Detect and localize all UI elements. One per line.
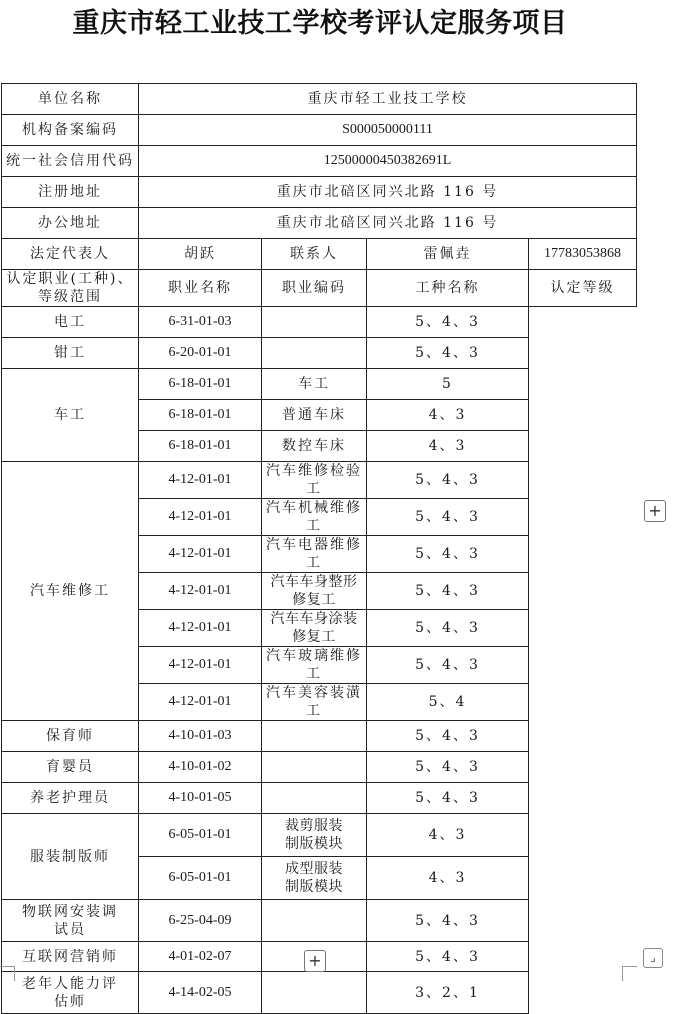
add-row-button[interactable]: + xyxy=(304,950,326,972)
code-cell: 6-20-01-01 xyxy=(139,338,262,369)
code-cell: 4-12-01-01 xyxy=(139,684,262,721)
code-cell: 6-18-01-01 xyxy=(139,369,262,400)
work-type-cell xyxy=(262,972,367,1014)
expand-table-icon[interactable]: ⌟ xyxy=(643,948,663,968)
table-row xyxy=(2,307,637,338)
legal-label: 法定代表人 xyxy=(2,239,139,270)
header-work-type: 工种名称 xyxy=(367,270,529,307)
level-cell: 5、4、3 xyxy=(367,721,529,752)
header-level: 认定等级 xyxy=(529,270,637,307)
code-cell: 6-05-01-01 xyxy=(139,814,262,857)
credit-label: 统一社会信用代码 xyxy=(2,146,139,177)
legal-value: 胡跃 xyxy=(139,239,262,270)
unit-label: 单位名称 xyxy=(2,84,139,115)
occupation-cell: 服装制版师 xyxy=(2,814,139,900)
work-type-cell xyxy=(262,338,367,369)
work-type-cell xyxy=(262,752,367,783)
level-cell: 5、4、3 xyxy=(367,610,529,647)
occupation-cell: 车工 xyxy=(2,369,139,462)
level-cell: 5、4、3 xyxy=(367,942,529,972)
table-row xyxy=(2,721,637,752)
code-cell: 4-14-02-05 xyxy=(139,972,262,1014)
credit-value: 12500000450382691L xyxy=(139,146,637,177)
table-row xyxy=(2,146,637,177)
page-title: 重庆市轻工业技工学校考评认定服务项目 xyxy=(72,8,568,39)
occupation-cell: 互联网营销师 xyxy=(2,942,139,972)
table-row xyxy=(2,783,637,814)
header-occupation: 职业名称 xyxy=(139,270,262,307)
occupation-cell: 老年人能力评 估师 xyxy=(2,972,139,1014)
table-row xyxy=(2,115,637,146)
level-cell: 5、4、3 xyxy=(367,307,529,338)
header-code: 职业编码 xyxy=(262,270,367,307)
work-type-cell: 车工 xyxy=(262,369,367,400)
level-cell: 5、4、3 xyxy=(367,900,529,942)
table-row xyxy=(2,177,637,208)
level-cell: 5、4、3 xyxy=(367,783,529,814)
level-cell: 3、2、1 xyxy=(367,972,529,1014)
level-cell: 5、4、3 xyxy=(367,499,529,536)
add-column-button[interactable]: + xyxy=(644,500,666,522)
work-type-cell xyxy=(262,307,367,338)
work-type-cell: 裁剪服装 制版模块 xyxy=(262,814,367,857)
level-cell: 4、3 xyxy=(367,814,529,857)
table-row xyxy=(2,84,637,115)
level-cell: 5、4 xyxy=(367,684,529,721)
unit-value: 重庆市轻工业技工学校 xyxy=(139,84,637,115)
table-row xyxy=(2,369,637,400)
level-cell: 5、4、3 xyxy=(367,338,529,369)
occupation-cell: 保育师 xyxy=(2,721,139,752)
code-cell: 4-12-01-01 xyxy=(139,610,262,647)
reg-addr-value: 重庆市北碚区同兴北路 116 号 xyxy=(139,177,637,208)
work-type-cell: 汽车玻璃维修工 xyxy=(262,647,367,684)
scope-label: 认定职业(工种)、等级范围 xyxy=(2,270,139,307)
table-row xyxy=(2,270,637,307)
office-addr-value: 重庆市北碚区同兴北路 116 号 xyxy=(139,208,637,239)
office-addr-label: 办公地址 xyxy=(2,208,139,239)
level-cell: 5、4、3 xyxy=(367,536,529,573)
record-label: 机构备案编码 xyxy=(2,115,139,146)
table-row xyxy=(2,239,637,270)
level-cell: 5 xyxy=(367,369,529,400)
table-row xyxy=(2,338,637,369)
table-row xyxy=(2,900,637,942)
code-cell: 6-05-01-01 xyxy=(139,857,262,900)
reg-addr-label: 注册地址 xyxy=(2,177,139,208)
level-cell: 5、4、3 xyxy=(367,647,529,684)
level-cell: 4、3 xyxy=(367,400,529,431)
contact-value: 雷佩垚 xyxy=(367,239,529,270)
table-row xyxy=(2,462,637,499)
work-type-cell: 普通车床 xyxy=(262,400,367,431)
work-type-cell: 汽车维修检验工 xyxy=(262,462,367,499)
page-corner-right xyxy=(622,966,637,981)
level-cell: 5、4、3 xyxy=(367,462,529,499)
work-type-cell: 汽车电器维修工 xyxy=(262,536,367,573)
code-cell: 6-31-01-03 xyxy=(139,307,262,338)
work-type-cell xyxy=(262,900,367,942)
work-type-cell: 数控车床 xyxy=(262,431,367,462)
code-cell: 4-10-01-03 xyxy=(139,721,262,752)
occupation-cell: 电工 xyxy=(2,307,139,338)
work-type-cell: 成型服装 制版模块 xyxy=(262,857,367,900)
code-cell: 4-12-01-01 xyxy=(139,499,262,536)
level-cell: 4、3 xyxy=(367,857,529,900)
occupation-cell: 物联网安装调 试员 xyxy=(2,900,139,942)
level-cell: 5、4、3 xyxy=(367,752,529,783)
code-cell: 4-12-01-01 xyxy=(139,536,262,573)
work-type-cell: 汽车车身涂装修复工 xyxy=(262,610,367,647)
work-type-cell xyxy=(262,721,367,752)
table-row xyxy=(2,208,637,239)
work-type-cell xyxy=(262,783,367,814)
table-row xyxy=(2,972,637,1014)
code-cell: 4-10-01-02 xyxy=(139,752,262,783)
code-cell: 4-01-02-07 xyxy=(139,942,262,972)
occupation-cell: 育婴员 xyxy=(2,752,139,783)
phone-value: 17783053868 xyxy=(529,239,637,270)
code-cell: 4-12-01-01 xyxy=(139,647,262,684)
work-type-cell: 汽车机械维修工 xyxy=(262,499,367,536)
code-cell: 4-12-01-01 xyxy=(139,462,262,499)
code-cell: 6-18-01-01 xyxy=(139,400,262,431)
occupation-cell: 养老护理员 xyxy=(2,783,139,814)
occupation-cell: 钳工 xyxy=(2,338,139,369)
code-cell: 4-10-01-05 xyxy=(139,783,262,814)
service-table xyxy=(1,83,637,1014)
code-cell: 6-25-04-09 xyxy=(139,900,262,942)
contact-label: 联系人 xyxy=(262,239,367,270)
code-cell: 4-12-01-01 xyxy=(139,573,262,610)
page-corner-left xyxy=(0,966,15,981)
table-row xyxy=(2,814,637,857)
level-cell: 4、3 xyxy=(367,431,529,462)
level-cell: 5、4、3 xyxy=(367,573,529,610)
code-cell: 6-18-01-01 xyxy=(139,431,262,462)
work-type-cell: 汽车美容装潢工 xyxy=(262,684,367,721)
record-value: S000050000111 xyxy=(139,115,637,146)
table-row xyxy=(2,752,637,783)
occupation-cell: 汽车维修工 xyxy=(2,462,139,721)
work-type-cell: 汽车车身整形修复工 xyxy=(262,573,367,610)
